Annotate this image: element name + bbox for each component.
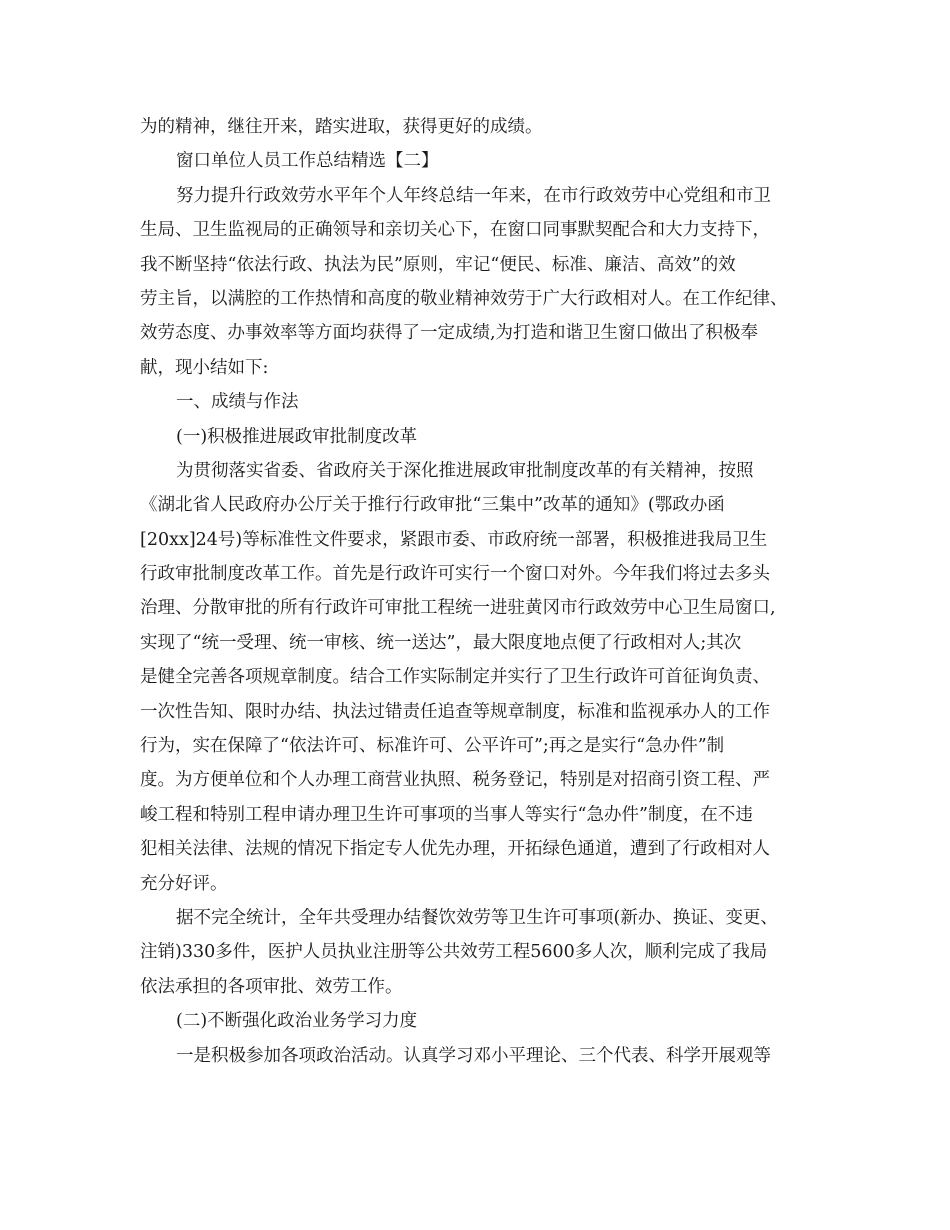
document-body [140,110,830,1073]
text-line: 献，现小结如下: [140,357,269,378]
text-line: 充分好评。 [140,873,228,894]
text-line: [20xx]24号)等标准性文件要求，紧跟市委、市政府统一部署，积极推进我局卫生 [140,529,768,550]
text-line: 一是积极参加各项政治活动。认真学习邓小平理论、三个代表、科学开展观等 [176,1045,771,1066]
text-line: (二)不断强化政治业务学习力度 [176,1011,418,1032]
text-line: 度。为方便单位和个人办理工商营业执照、税务登记，特别是对招商引资工程、严 [140,770,770,791]
text-line: 一次性告知、限时办结、执法过错责任追查等规章制度，标准和监视承办人的工作 [140,701,770,722]
text-line: 是健全完善各项规章制度。结合工作实际制定并实行了卫生行政许可首征询负责、 [140,667,770,688]
text-line: 一、成绩与作法 [176,392,299,413]
text-line: 实现了“统一受理、统一审核、统一送达”，最大限度地点便了行政相对人;其次 [140,632,742,653]
text-line: 我不断坚持“依法行政、执法为民”原则，牢记“便民、标准、廉洁、高效”的效 [140,254,736,275]
text-line: (一)积极推进展政审批制度改革 [176,426,418,447]
text-line: 行为，实在保障了“依法许可、标准许可、公平许可”;再之是实行“急办件”制 [140,736,725,757]
text-line: 行政审批制度改革工作。首先是行政许可实行一个窗口对外。今年我们将过去多头 [140,564,770,585]
text-line: 效劳态度、办事效率等方面均获得了一定成绩,为打造和谐卫生窗口做出了积极奉 [140,323,759,344]
text-line: 努力提升行政效劳水平年个人年终总结一年来，在市行政效劳中心党组和市卫 [176,185,771,206]
text-line: 治理、分散审批的所有行政许可审批工程统一进驻黄冈市行政效劳中心卫生局窗口, [140,598,776,619]
text-line: 为贯彻落实省委、省政府关于深化推进展政审批制度改革的有关精神，按照 [176,460,754,481]
text-line: 《湖北省人民政府办公厅关于推行行政审批“三集中”改革的通知》(鄂政办函 [140,495,725,516]
text-line: 生局、卫生监视局的正确领导和亲切关心下，在窗口同事默契配合和大力支持下， [140,220,770,241]
text-line: 注销)330多件，医护人员执业注册等公共效劳工程5600多人次，顺利完成了我局 [140,942,768,963]
text-line: 峻工程和特别工程申请办理卫生许可事项的当事人等实行“急办件”制度，在不违 [140,804,753,825]
text-line: 窗口单位人员工作总结精选【二】 [176,151,439,172]
text-line: 犯相关法律、法规的情况下指定专人优先办理，开拓绿色通道，遭到了行政相对人 [140,839,770,860]
text-line: 据不完全统计，全年共受理办结餐饮效劳等卫生许可事项(新办、换证、变更、 [176,907,778,928]
text-line: 为的精神，继往开来，踏实进取，获得更好的成绩。 [140,117,543,137]
text-line: 依法承担的各项审批、效劳工作。 [140,976,403,997]
text-line: 劳主旨，以满腔的工作热情和高度的敬业精神效劳于广大行政相对人。在工作纪律、 [140,288,788,309]
